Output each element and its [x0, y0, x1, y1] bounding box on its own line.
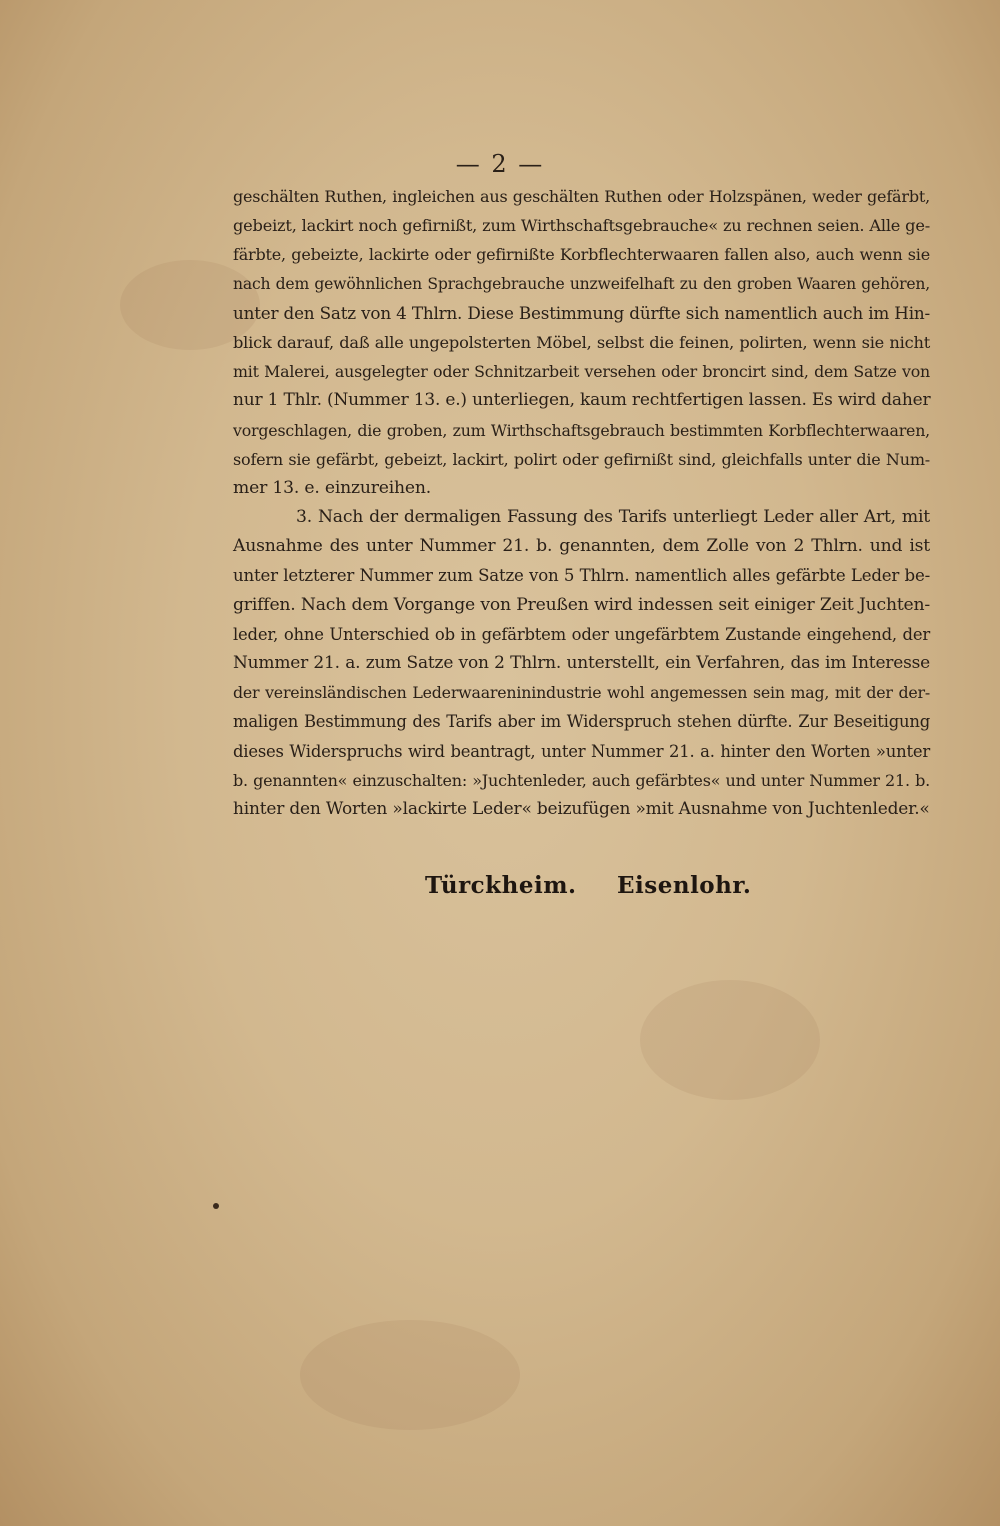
- paper-stain: [300, 1320, 520, 1430]
- text-line: mer 13. e. einzureihen.: [233, 477, 431, 498]
- text-line: unter den Satz von 4 Thlrn. Diese Bestimmung dürfte sich namentlich auch im Hin-: [233, 302, 930, 323]
- text-line: nur 1 Thlr. (Nummer 13. e.) unterliegen, kaum rechtfertigen lassen. Es wird daher: [233, 390, 931, 411]
- ink-speck: [213, 1203, 219, 1209]
- signature-eisenlohr: Eisenlohr.: [617, 872, 752, 899]
- text-line: geschälten Ruthen, ingleichen aus geschälten Ruthen oder Holzspänen, weder gefärbt,: [233, 187, 930, 206]
- text-line: dieses Widerspruchs wird beantragt, unter Nummer 21. a. hinter den Worten »unter: [233, 741, 930, 761]
- text-line: Ausnahme des unter Nummer 21. b. genannten, dem Zolle von 2 Thlrn. und ist: [233, 536, 930, 557]
- text-line: 3. Nach der dermaligen Fassung des Tarifs unterliegt Leder aller Art, mit: [296, 507, 930, 528]
- text-line: hinter den Worten »lackirte Leder« beizufügen »mit Ausnahme von Juchtenleder.«: [233, 798, 930, 819]
- text-line: der vereinsländischen Lederwaareninindustrie wohl angemessen sein mag, mit der der-: [233, 683, 930, 703]
- page-number: — 2 —: [455, 150, 545, 178]
- paragraph-2: [233, 503, 930, 824]
- text-line: b. genannten« einzuschalten: »Juchtenleder, auch gefärbtes« und unter Nummer 21. b.: [233, 770, 930, 790]
- paper-stain: [640, 980, 820, 1100]
- text-line: unter letzterer Nummer zum Satze von 5 Thlrn. namentlich alles gefärbte Leder be-: [233, 566, 930, 586]
- signature-tuerckheim: Türckheim.: [425, 872, 577, 899]
- text-line: Nummer 21. a. zum Satze von 2 Thlrn. unterstellt, ein Verfahren, das im Interesse: [233, 653, 930, 673]
- text-line: maligen Bestimmung des Tarifs aber im Widerspruch stehen dürfte. Zur Beseitigung: [233, 712, 930, 732]
- text-line: mit Malerei, ausgelegter oder Schnitzarbeit versehen oder broncirt sind, dem Satze von: [233, 362, 930, 382]
- signature-block: [0, 872, 1000, 912]
- body-text: [233, 182, 930, 824]
- text-line: griffen. Nach dem Vorgange von Preußen wird indessen seit einiger Zeit Juchten-: [233, 594, 930, 615]
- text-line: leder, ohne Unterschied ob in gefärbtem oder ungefärbtem Zustande eingehend, der: [233, 624, 930, 644]
- text-line: blick darauf, daß alle ungepolsterten Möbel, selbst die feinen, polirten, wenn sie nicht: [233, 332, 930, 352]
- text-line: sofern sie gefärbt, gebeizt, lackirt, polirt oder gefirnißt sind, gleichfalls unter die Num-: [233, 449, 930, 469]
- text-line: färbte, gebeizte, lackirte oder gefirnißte Korbflechterwaaren fallen also, auch wenn sie: [233, 245, 930, 265]
- text-line: gebeizt, lackirt noch gefirnißt, zum Wirthschaftsgebrauche« zu rechnen seien. Alle ge-: [233, 216, 930, 236]
- text-line: nach dem gewöhnlichen Sprachgebrauche unzweifelhaft zu den groben Waaren gehören,: [233, 274, 930, 293]
- paragraph-1: [233, 182, 930, 503]
- text-line: vorgeschlagen, die groben, zum Wirthschaftsgebrauch bestimmten Korbflechterwaaren,: [233, 420, 930, 440]
